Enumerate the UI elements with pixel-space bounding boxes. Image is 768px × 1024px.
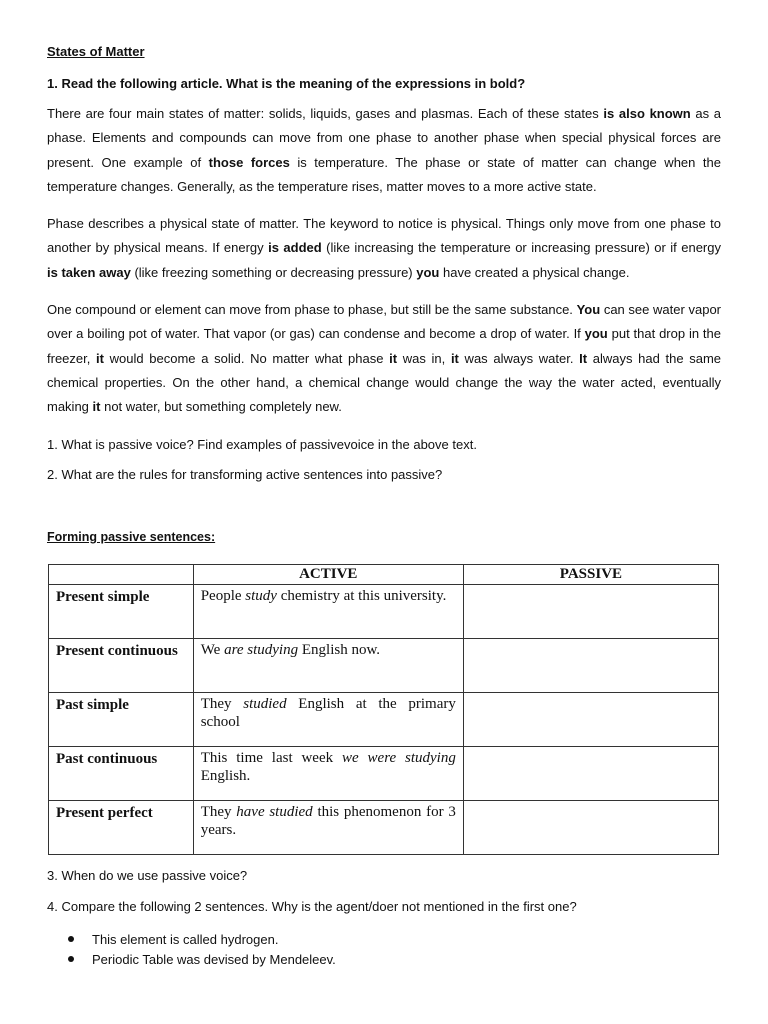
text-run: (like freezing something or decreasing pressure) xyxy=(130,264,417,280)
bold-expression: you xyxy=(584,326,608,342)
list-item-text: This element is called hydrogen. xyxy=(92,931,279,947)
article-paragraph-2 xyxy=(47,212,721,285)
text-run: They xyxy=(200,804,237,820)
text-run: have created a physical change. xyxy=(439,264,630,280)
tense-cell: Present continuous xyxy=(49,639,194,693)
verb-form: have studied xyxy=(236,804,313,820)
text-run: always had the same chemical properties. On the other hand, a chemical change would change the way the water acted, eventually making xyxy=(47,350,722,415)
table-row xyxy=(49,747,719,801)
passive-answer-cell[interactable] xyxy=(463,747,718,801)
text-run: There are four main states of matter: solids, liquids, gases and plasmas. Each of these states xyxy=(47,106,604,121)
table-row xyxy=(49,585,719,639)
bold-expression: it xyxy=(96,350,104,366)
tense-cell: Past continuous xyxy=(49,747,194,801)
active-cell xyxy=(193,747,463,801)
active-cell xyxy=(193,639,463,693)
bold-expression: You xyxy=(576,302,601,317)
article-paragraph-1 xyxy=(47,102,721,199)
text-run: One compound or element can move from phase to phase, but still be the same substance. xyxy=(47,302,577,317)
question-compare-sentences: 4. Compare the following 2 sentences. Why is the agent/doer not mentioned in the first one? xyxy=(47,899,577,914)
bold-expression: those forces xyxy=(208,154,290,170)
bold-expression: is taken away xyxy=(47,264,131,280)
text-run: (like increasing the temperature or increasing pressure) or if energy xyxy=(321,240,721,256)
article-paragraph-3 xyxy=(47,298,721,419)
text-run: chemistry at this university. xyxy=(276,588,447,604)
list-item-text: Periodic Table was devised by Mendeleev. xyxy=(92,951,336,967)
text-run: is temperature. The phase or state of matter can change when the temperature changes. Generally, as the temperature rises, matter moves to a more active state. xyxy=(47,154,721,194)
forming-passive-heading: Forming passive sentences: xyxy=(47,530,216,544)
verb-form: we were studying xyxy=(342,750,456,766)
text-run: English now. xyxy=(298,642,381,658)
verb-form: studied xyxy=(243,696,287,712)
text-run: People xyxy=(200,588,246,604)
table-header-active: ACTIVE xyxy=(193,565,463,585)
bold-expression: it xyxy=(92,399,101,415)
passive-forms-table xyxy=(48,564,719,855)
verb-form: study xyxy=(245,588,277,604)
list-item xyxy=(68,929,336,949)
text-run: Phase describes a physical state of matter. The keyword to notice is physical. Things only move from one phase to another by physical means. If energy xyxy=(47,216,721,256)
tense-cell: Present perfect xyxy=(49,801,194,855)
question-1-heading: 1. Read the following article. What is the meaning of the expressions in bold? xyxy=(47,76,526,91)
text-run: This time last week xyxy=(200,750,342,766)
text-run: was always water. xyxy=(458,350,580,366)
table-header-tense xyxy=(49,565,194,585)
text-run: would become a solid. No matter what phase xyxy=(103,350,390,366)
text-run: as a phase. Elements and compounds can move from one phase to another phase when special physical forces are present. One example of xyxy=(47,106,721,170)
bold-expression: it xyxy=(450,350,459,366)
passive-answer-cell[interactable] xyxy=(463,585,718,639)
text-run: They xyxy=(200,696,244,712)
list-item xyxy=(68,949,336,969)
bold-expression: is added xyxy=(268,240,322,256)
tense-cell: Present simple xyxy=(49,585,194,639)
text-run: English at the primary school xyxy=(200,696,456,730)
table-row xyxy=(49,639,719,693)
bold-expression: you xyxy=(416,264,440,280)
text-run: this phenomenon for 3 years. xyxy=(200,804,456,838)
table-header-row xyxy=(49,565,719,585)
text-run: English. xyxy=(200,768,251,784)
table-row xyxy=(49,693,719,747)
tense-cell: Past simple xyxy=(49,693,194,747)
passive-answer-cell[interactable] xyxy=(463,639,718,693)
bold-expression: is also known xyxy=(603,106,691,121)
table-header-passive: PASSIVE xyxy=(463,565,718,585)
text-run: not water, but something completely new. xyxy=(100,399,342,415)
active-cell xyxy=(193,801,463,855)
table-row xyxy=(49,801,719,855)
text-run: put that drop in the freezer, xyxy=(47,326,721,366)
question-transform-rules: 2. What are the rules for transforming active sentences into passive? xyxy=(47,467,443,482)
bullet-icon xyxy=(68,956,74,962)
active-cell xyxy=(193,693,463,747)
text-run: was in, xyxy=(397,350,451,366)
bold-expression: it xyxy=(389,350,398,366)
bold-expression: It xyxy=(579,350,588,366)
verb-form: are studying xyxy=(224,642,299,658)
page-title: States of Matter xyxy=(47,44,145,59)
example-bullet-list xyxy=(68,929,336,969)
text-run: We xyxy=(200,642,225,658)
passive-answer-cell[interactable] xyxy=(463,801,718,855)
text-run: can see water vapor over a boiling pot of water. That vapor (or gas) can condense and become a drop of water. If xyxy=(47,302,721,342)
active-cell xyxy=(193,585,463,639)
bullet-icon xyxy=(68,936,74,942)
passive-answer-cell[interactable] xyxy=(463,693,718,747)
question-when-passive: 3. When do we use passive voice? xyxy=(47,868,248,883)
question-passive-voice: 1. What is passive voice? Find examples of passivevoice in the above text. xyxy=(47,437,477,452)
